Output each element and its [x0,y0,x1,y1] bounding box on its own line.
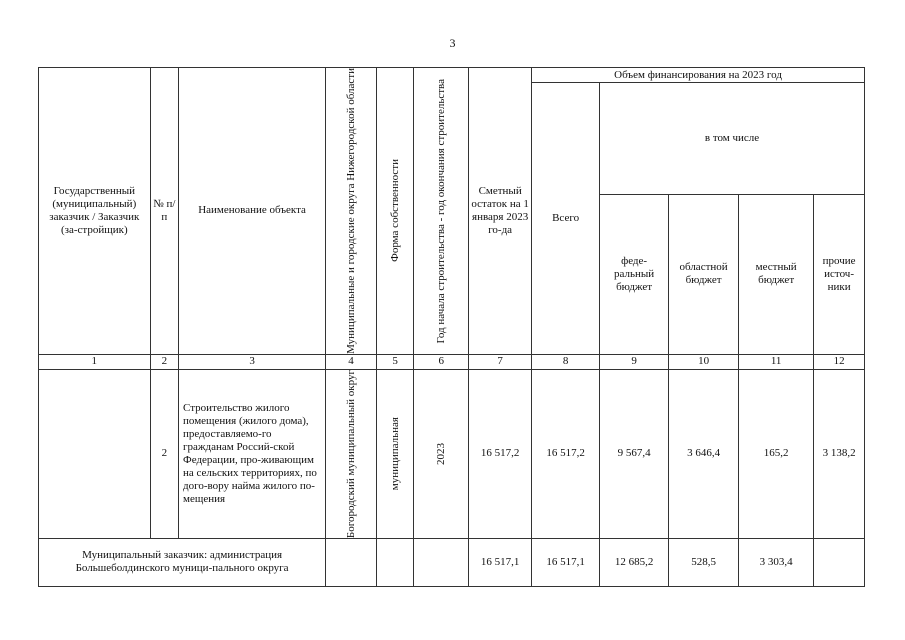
table-row [39,369,865,538]
summary-other [814,538,865,586]
row-local: 165,2 [739,369,814,538]
column-number: 6 [414,354,469,369]
header-years [414,68,469,355]
column-number: 5 [376,354,414,369]
row-municipality [326,369,377,538]
column-number: 12 [814,354,865,369]
header-object-name: Наименование объекта [179,68,326,355]
row-years [414,369,469,538]
column-number-row [39,354,865,369]
header-funding-group: Объем финансирования на 2023 год [532,68,865,83]
row-num: 2 [150,369,178,538]
row-estimate: 16 517,2 [469,369,532,538]
summary-total: 16 517,1 [532,538,600,586]
column-number: 9 [600,354,669,369]
summary-ownership [376,538,414,586]
column-number: 7 [469,354,532,369]
header-municipality [326,68,377,355]
header-including: в том числе [600,83,865,195]
column-number: 1 [39,354,151,369]
row-object-name: Строительство жилого помещения (жилого дома), предоставляемо-го гражданам Россий-ской Федерации, про-живающим на сельских территориях, по дого-вору найма жилого по-мещения [179,369,326,538]
header-years-text: Год начала строительства - год окончания строительства [434,78,447,344]
header-ownership-text: Форма собственности [388,159,401,263]
header-local: местный бюджет [739,194,814,354]
row-ownership-text: муниципальная [388,417,401,491]
row-customer [39,369,151,538]
header-customer: Государственный (муниципальный) заказчик / Заказчик (за-стройщик) [39,68,151,355]
summary-years [414,538,469,586]
funding-table [38,67,865,587]
header-total: Всего [532,83,600,355]
header-estimate: Сметный остаток на 1 января 2023 го-да [469,68,532,355]
column-number: 3 [179,354,326,369]
column-number: 11 [739,354,814,369]
summary-local: 3 303,4 [739,538,814,586]
row-federal: 9 567,4 [600,369,669,538]
summary-federal: 12 685,2 [600,538,669,586]
header-municipality-text: Муниципальные и городские округа Нижегородской области [344,68,357,354]
column-number: 10 [669,354,739,369]
header-num: № п/п [150,68,178,355]
row-regional: 3 646,4 [669,369,739,538]
page-number: 3 [449,36,456,50]
header-ownership [376,68,414,355]
header-federal: феде-ральный бюджет [600,194,669,354]
row-other: 3 138,2 [814,369,865,538]
row-years-text: 2023 [434,442,447,465]
header-regional: областной бюджет [669,194,739,354]
column-number: 8 [532,354,600,369]
summary-municipality [326,538,377,586]
column-number: 4 [326,354,377,369]
summary-estimate: 16 517,1 [469,538,532,586]
summary-regional: 528,5 [669,538,739,586]
summary-label: Муниципальный заказчик: администрация Большеболдинского муници-пального округа [39,538,326,586]
header-other: прочие источ-ники [814,194,865,354]
row-municipality-text: Богородский муниципальный округ [344,369,357,538]
row-ownership [376,369,414,538]
row-total: 16 517,2 [532,369,600,538]
summary-row [39,538,865,586]
column-number: 2 [150,354,178,369]
